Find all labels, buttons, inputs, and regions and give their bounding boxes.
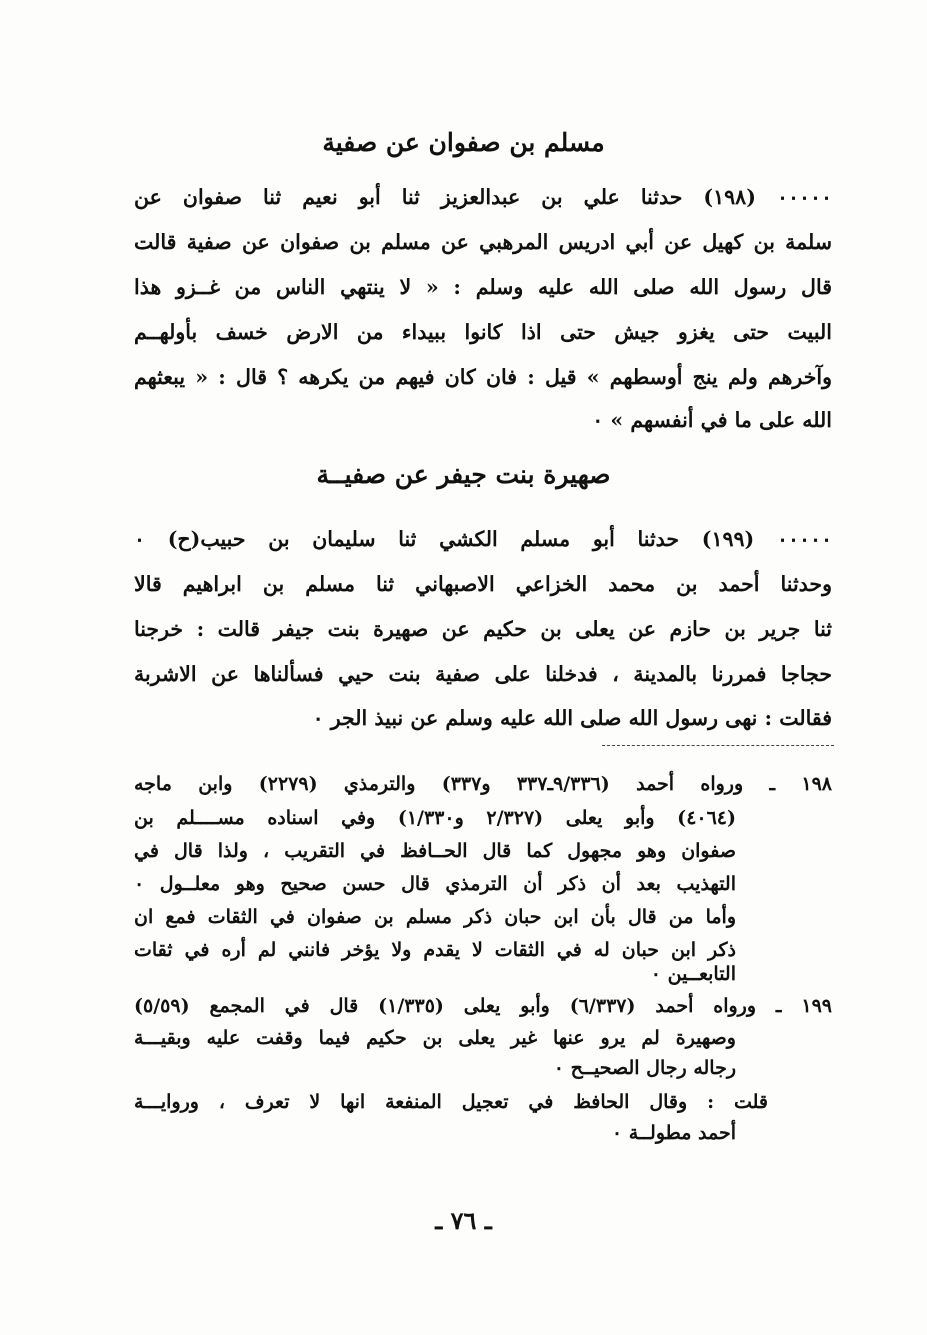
footnote-199-line-5: أحمد مطولــة ٠: [611, 1122, 736, 1144]
hadith-199-line-4: حجاجا فمررنا بالمدينة ، فدخلنا على صفية بنت حيي فسألناها عن الاشربة: [134, 662, 832, 686]
hadith-198-line-1: ٠٠٠٠٠ (١٩٨) حدثنا علي بن عبدالعزيز ثنا أبو نعيم ثنا صفوان عن: [134, 185, 832, 209]
footnote-198-line-4: التهذيب بعد أن ذكر أن الترمذي قال حسن صحيح وهو معلــول ٠: [134, 873, 736, 895]
hadith-199-line-3: ثنا جرير بن حازم عن يعلى بن حكيم عن صهيرة بنت جيفر قالت : خرجنا: [134, 617, 832, 641]
footnote-199-line-1: ١٩٩ ـ ورواه أحمد (٦/٣٣٧) وأبو يعلى (١/٣٣٥) قال في المجمع (٥/٥٩): [134, 995, 832, 1017]
footnote-198-line-5: وأما من قال بأن ابن حبان ذكر مسلم بن صفوان في الثقات فمع ان: [134, 906, 736, 928]
section-heading-suhayra-bint-jayfar: صهيرة بنت جيفر عن صفيــة: [316, 460, 611, 489]
footnote-199-line-4: قلت : وقال الحافظ في تعجيل المنفعة انها لا تعرف ، وروايـــة: [134, 1091, 768, 1113]
hadith-199-line-5: فقالت : نهى رسول الله صلى الله عليه وسلم عن نبيذ الجر ٠: [312, 706, 832, 730]
footnote-separator: [602, 745, 834, 746]
hadith-199-line-2: وحدثنا أحمد بن محمد الخزاعي الاصبهاني ثنا مسلم بن ابراهيم قالا: [134, 572, 832, 596]
page-number: ـ ٧٦ ـ: [435, 1206, 492, 1235]
hadith-198-line-4: البيت حتى يغزو جيش حتى اذا كانوا ببيداء من الارض خسف بأولهــم: [134, 320, 832, 344]
footnote-199-line-3: رجاله رجال الصحيــح ٠: [553, 1057, 736, 1079]
footnote-198-line-7: التابعــين ٠: [650, 963, 736, 985]
section-heading-muslim-ibn-safwan: مسلم بن صفوان عن صفية: [322, 128, 605, 157]
hadith-198-line-3: قال رسول الله صلى الله عليه وسلم : « لا ينتهي الناس من غــزو هذا: [134, 275, 832, 299]
hadith-198-line-2: سلمة بن كهيل عن أبي ادريس المرهبي عن مسلم بن صفوان عن صفية قالت: [134, 230, 832, 254]
footnote-199-line-2: وصهيرة لم يرو عنها غير يعلى بن حكيم فيما وقفت عليه وبقيـــة: [134, 1027, 736, 1049]
footnote-198-line-6: ذكر ابن حبان له في الثقات لا يقدم ولا يؤخر فانني لم أره في ثقات: [134, 939, 736, 961]
hadith-198-line-6: الله على ما في أنفسهم » ٠: [592, 408, 832, 432]
hadith-198-line-5: وآخرهم ولم ينج أوسطهم » قيل : فان كان فيهم من يكرهه ؟ قال : « يبعثهم: [134, 365, 832, 389]
footnote-198-line-1: ١٩٨ ـ ورواه أحمد (٩/٣٣٦ـ٣٣٧ و٣٣٧) والترمذي (٢٢٧٩) وابن ماجه: [134, 773, 832, 795]
hadith-199-line-1: ٠٠٠٠٠ (١٩٩) حدثنا أبو مسلم الكشي ثنا سليمان بن حبيب(ح) ٠: [134, 527, 832, 551]
footnote-198-line-3: صفوان وهو مجهول كما قال الحــافظ في التقريب ، ولذا قال في: [134, 840, 736, 862]
footnote-198-line-2: (٤٠٦٤) وأبو يعلى (٢/٣٢٧ و١/٣٣٠) وفي اسناده مســــلم بن: [134, 807, 737, 829]
